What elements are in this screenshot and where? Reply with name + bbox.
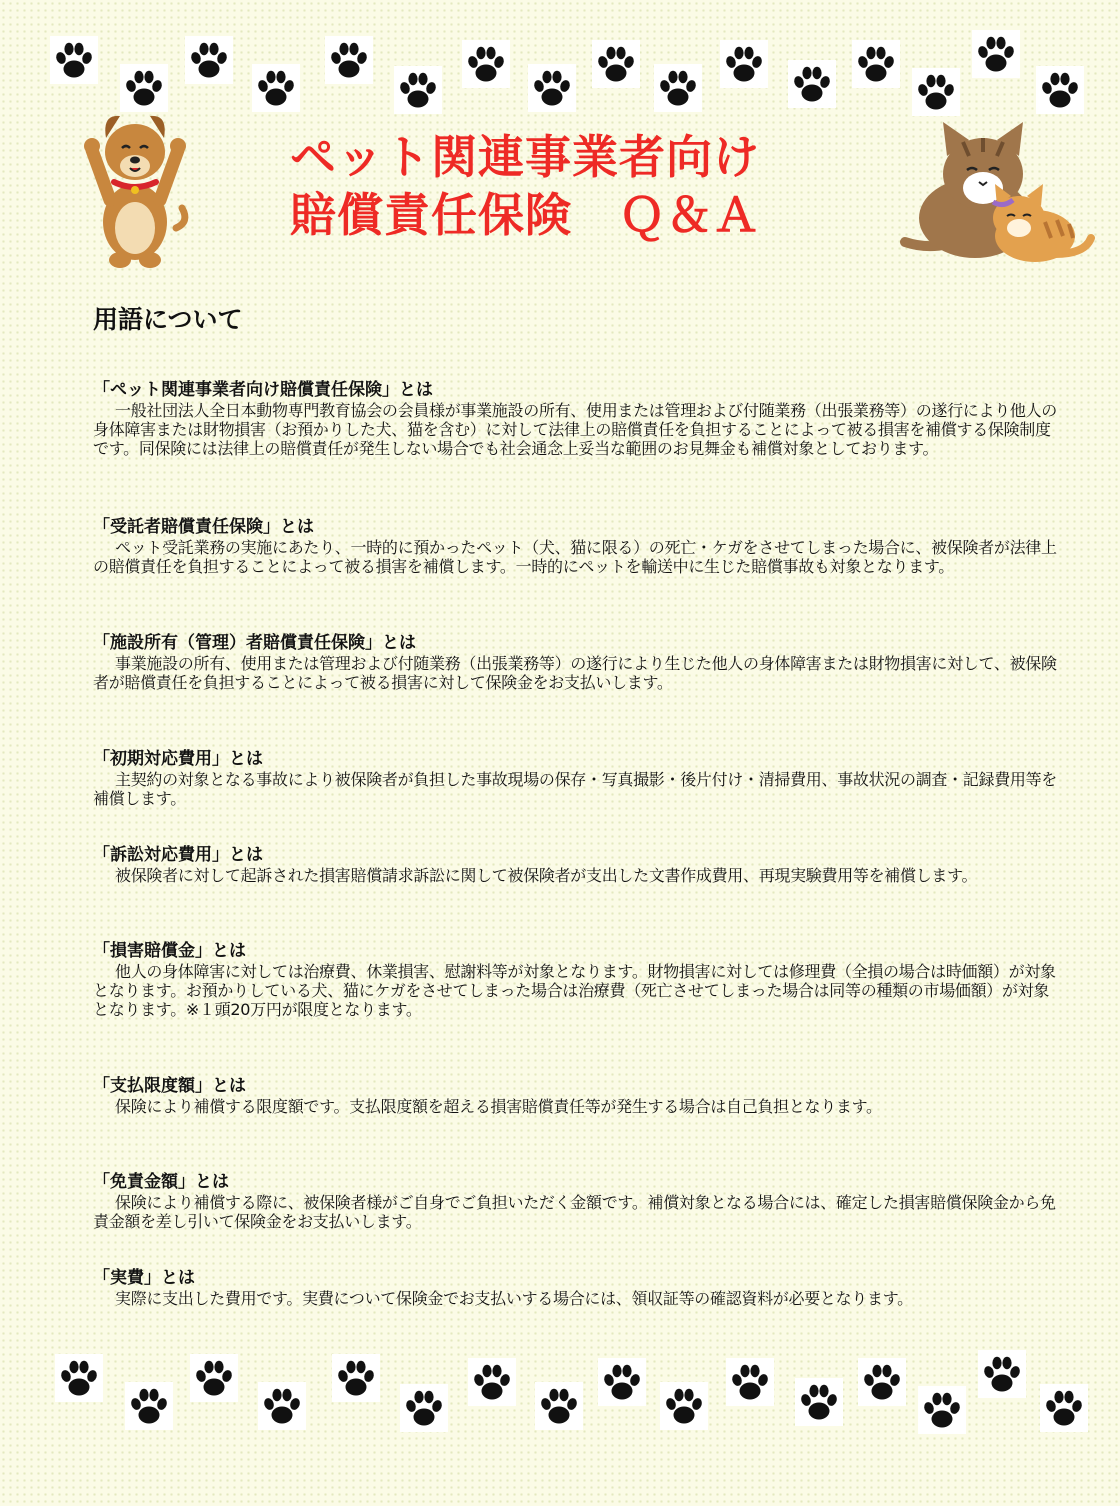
term-title: 「実費」とは xyxy=(93,1268,195,1288)
paw-print-icon xyxy=(468,1358,516,1406)
paw-print-icon xyxy=(528,64,576,112)
term-body: 主契約の対象となる事故により被保険者が負担した事故現場の保存・写真撮影・後片付け・清掃費用、事故状況の調査・記録費用等を補償します。 xyxy=(93,770,1058,808)
term-item xyxy=(93,844,1063,940)
term-body: 事業施設の所有、使用または管理および付随業務（出張業務等）の遂行により生じた他人の身体障害または財物損害に対して、被保険者が賠償責任を負担することによって被る損害に対して保険金をお支払いします。 xyxy=(93,654,1057,692)
paw-print-icon xyxy=(654,64,702,112)
term-title: 「支払限度額」とは xyxy=(93,1076,246,1096)
paw-print-icon xyxy=(394,66,442,114)
paw-print-icon xyxy=(400,1384,448,1432)
term-item xyxy=(93,379,1063,516)
paw-print-icon xyxy=(720,40,768,88)
paw-print-icon xyxy=(120,64,168,112)
paw-print-icon xyxy=(258,1382,306,1430)
term-body: ペット受託業務の実施にあたり、一時的に預かったペット（犬、猫に限る）の死亡・ケガをさせてしまった場合に、被保険者が法律上の賠償責任を負担することによって被る損害を補償します。一時的にペットを輸送中に生じた賠償事故も対象となります。 xyxy=(93,538,1057,576)
paw-print-icon xyxy=(462,40,510,88)
term-item xyxy=(93,748,1063,844)
term-item xyxy=(93,940,1063,1075)
term-title: 「初期対応費用」とは xyxy=(93,749,263,769)
paw-print-icon xyxy=(125,1382,173,1430)
term-item xyxy=(93,1075,1063,1171)
paw-print-icon xyxy=(978,1350,1026,1398)
paw-print-icon xyxy=(190,1354,238,1402)
term-body: 保険により補償する限度額です。支払限度額を超える損害賠償責任等が発生する場合は自己負担となります。 xyxy=(115,1097,882,1116)
paw-print-icon xyxy=(852,40,900,88)
term-title: 「免責金額」とは xyxy=(93,1172,229,1192)
paw-print-icon xyxy=(325,36,373,84)
page-title xyxy=(290,128,850,244)
paw-print-icon xyxy=(598,1358,646,1406)
paw-print-icon xyxy=(1036,66,1084,114)
title-line-2: 賠償責任保険 Ｑ＆Ａ xyxy=(290,188,760,242)
paw-print-icon xyxy=(592,40,640,88)
paw-print-icon xyxy=(795,1378,843,1426)
term-title: 「訴訟対応費用」とは xyxy=(93,845,263,865)
term-item xyxy=(93,1171,1063,1267)
term-item xyxy=(93,516,1063,632)
term-body: 一般社団法人全日本動物専門教育協会の会員様が事業施設の所有、使用または管理および付随業務（出張業務等）の遂行により他人の身体障害または財物損害（お預かりした犬、猫を含む）に対して法律上の賠償責任を負担することによって被る損害を補償する保険制度です。同保険には法律上の賠償責任が発生しない場合でも社会通念上妥当な範囲のお見舞金も補償対象としております。 xyxy=(93,401,1058,458)
term-title: 「受託者賠償責任保険」とは xyxy=(93,517,314,537)
paw-print-icon xyxy=(858,1358,906,1406)
cat-pair-image xyxy=(895,118,1095,268)
paw-print-icon xyxy=(252,64,300,112)
paw-print-icon xyxy=(912,68,960,116)
term-title: 「ペット関連事業者向け賠償責任保険」とは xyxy=(93,380,433,400)
paw-print-icon xyxy=(660,1382,708,1430)
paw-print-icon xyxy=(55,1354,103,1402)
bottom-paw-border xyxy=(0,1340,1120,1440)
term-body: 保険により補償する際に、被保険者様がご自身でご負担いただく金額です。補償対象となる場合には、確定した損害賠償保険金から免責金額を差し引いて保険金をお支払いします。 xyxy=(93,1193,1056,1231)
paw-print-icon xyxy=(918,1386,966,1434)
dog-mascot-image xyxy=(80,110,190,270)
paw-print-icon xyxy=(788,60,836,108)
term-body: 被保険者に対して起訴された損害賠償請求訴訟に関して被保険者が支出した文書作成費用、再現実験費用等を補償します。 xyxy=(115,866,978,885)
term-body: 実際に支出した費用です。実費について保険金でお支払いする場合には、領収証等の確認資料が必要となります。 xyxy=(115,1289,913,1308)
term-body: 他人の身体障害に対しては治療費、休業損害、慰謝料等が対象となります。財物損害に対しては修理費（全損の場合は時価額）が対象となります。お預かりしている犬、猫にケガをさせてしまった場合は治療費（死亡させてしまった場合は同等の種類の市場価額）が対象となります。※１頭20万円が限度となります。 xyxy=(93,962,1056,1019)
term-title: 「施設所有（管理）者賠償責任保険」とは xyxy=(93,633,416,653)
paw-print-icon xyxy=(726,1358,774,1406)
paw-print-icon xyxy=(50,36,98,84)
paw-print-icon xyxy=(332,1354,380,1402)
paw-print-icon xyxy=(535,1382,583,1430)
term-item xyxy=(93,1267,1063,1308)
term-item xyxy=(93,632,1063,748)
section-heading: 用語について xyxy=(93,305,243,334)
paw-print-icon xyxy=(1040,1384,1088,1432)
paw-print-icon xyxy=(972,30,1020,78)
paw-print-icon xyxy=(185,36,233,84)
term-title: 「損害賠償金」とは xyxy=(93,941,246,961)
top-paw-border xyxy=(0,0,1120,100)
terms-list xyxy=(93,379,1063,1308)
title-line-1: ペット関連事業者向け xyxy=(290,130,760,184)
